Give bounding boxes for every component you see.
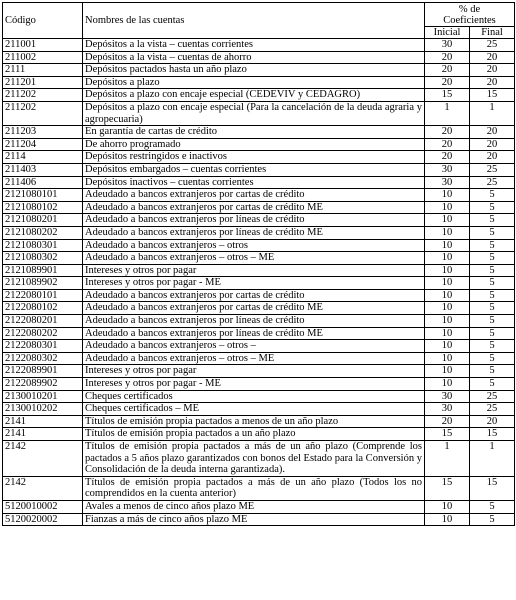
account-name: Adeudado a bancos extranjeros por cartas de crédito ME	[83, 201, 425, 214]
account-code: 2122089901	[3, 365, 83, 378]
account-code: 2121080102	[3, 201, 83, 214]
coefficient-initial: 30	[425, 403, 470, 416]
coefficient-final: 25	[470, 163, 515, 176]
coefficient-final: 25	[470, 176, 515, 189]
coefficient-initial: 20	[425, 76, 470, 89]
coefficient-initial: 10	[425, 277, 470, 290]
coefficient-final: 5	[470, 264, 515, 277]
coefficient-final: 20	[470, 76, 515, 89]
account-name: Adeudado a bancos extranjeros por cartas de crédito	[83, 189, 425, 202]
coefficient-initial: 10	[425, 239, 470, 252]
coefficient-final: 5	[470, 302, 515, 315]
coefficient-final: 15	[470, 428, 515, 441]
coefficient-final: 1	[470, 101, 515, 125]
account-code: 2111	[3, 64, 83, 77]
coefficient-final: 20	[470, 51, 515, 64]
header-code: Código	[3, 3, 83, 39]
table-row	[3, 214, 515, 227]
table-row	[3, 476, 515, 500]
account-code: 2142	[3, 441, 83, 477]
coefficient-final: 15	[470, 89, 515, 102]
coefficient-initial: 20	[425, 64, 470, 77]
coefficient-initial: 10	[425, 264, 470, 277]
account-code: 2121080202	[3, 226, 83, 239]
account-code: 2130010201	[3, 390, 83, 403]
coefficient-final: 5	[470, 252, 515, 265]
account-name: Intereses y otros por pagar - ME	[83, 378, 425, 391]
table-body	[3, 39, 515, 526]
account-code: 2142	[3, 476, 83, 500]
account-name: Depósitos a plazo con encaje especial (Para la cancelación de la deuda agraria y agropecuaria)	[83, 101, 425, 125]
coefficient-final: 5	[470, 214, 515, 227]
table-row	[3, 327, 515, 340]
coefficient-final: 20	[470, 151, 515, 164]
account-code: 2121080301	[3, 239, 83, 252]
account-code: 2121080302	[3, 252, 83, 265]
table-row	[3, 340, 515, 353]
account-code: 5120020002	[3, 513, 83, 526]
coefficient-final: 5	[470, 378, 515, 391]
account-name: Depósitos inactivos – cuentas corrientes	[83, 176, 425, 189]
coefficient-initial: 15	[425, 476, 470, 500]
coefficient-final: 5	[470, 226, 515, 239]
coefficient-final: 15	[470, 476, 515, 500]
coefficient-initial: 10	[425, 315, 470, 328]
account-name: Depósitos pactados hasta un año plazo	[83, 64, 425, 77]
account-code: 2121080201	[3, 214, 83, 227]
table-row	[3, 500, 515, 513]
table-row	[3, 378, 515, 391]
coefficient-initial: 30	[425, 390, 470, 403]
account-name: Depósitos restringidos e inactivos	[83, 151, 425, 164]
header-initial: Inicial	[425, 27, 470, 39]
account-code: 2121089902	[3, 277, 83, 290]
account-name: Adeudado a bancos extranjeros – otros – ME	[83, 352, 425, 365]
coefficient-initial: 10	[425, 189, 470, 202]
table-row	[3, 151, 515, 164]
coefficient-initial: 20	[425, 415, 470, 428]
coefficient-final: 20	[470, 126, 515, 139]
coefficient-final: 5	[470, 277, 515, 290]
header-final: Final	[470, 27, 515, 39]
account-code: 211202	[3, 89, 83, 102]
account-code: 5120010002	[3, 500, 83, 513]
table-row	[3, 441, 515, 477]
table-row	[3, 415, 515, 428]
account-name: Depósitos a la vista – cuentas de ahorro	[83, 51, 425, 64]
coefficient-final: 20	[470, 415, 515, 428]
coefficient-initial: 10	[425, 327, 470, 340]
account-name: Adeudado a bancos extranjeros – otros – ME	[83, 252, 425, 265]
account-name: Intereses y otros por pagar	[83, 365, 425, 378]
account-name: Adeudado a bancos extranjeros por líneas de crédito ME	[83, 327, 425, 340]
table-row	[3, 289, 515, 302]
table-row	[3, 302, 515, 315]
account-name: Adeudado a bancos extranjeros por líneas de crédito	[83, 315, 425, 328]
account-code: 211403	[3, 163, 83, 176]
table-row	[3, 201, 515, 214]
account-code: 2122080302	[3, 352, 83, 365]
account-name: Adeudado a bancos extranjeros – otros –	[83, 340, 425, 353]
coefficient-final: 5	[470, 201, 515, 214]
table-row	[3, 176, 515, 189]
account-name: Adeudado a bancos extranjeros por líneas de crédito ME	[83, 226, 425, 239]
table-row	[3, 352, 515, 365]
table-row	[3, 39, 515, 52]
account-code: 2130010202	[3, 403, 83, 416]
coefficient-initial: 30	[425, 163, 470, 176]
table-header	[3, 3, 515, 39]
account-code: 211203	[3, 126, 83, 139]
table-row	[3, 365, 515, 378]
table-row	[3, 390, 515, 403]
account-name: Títulos de emisión propia pactados a más de un año plazo (Todos los no comprendidos en la cuenta anterior)	[83, 476, 425, 500]
account-name: Cheques certificados – ME	[83, 403, 425, 416]
account-name: Adeudado a bancos extranjeros por cartas de crédito ME	[83, 302, 425, 315]
account-code: 2141	[3, 428, 83, 441]
coefficient-final: 25	[470, 403, 515, 416]
account-name: Adeudado a bancos extranjeros por cartas de crédito	[83, 289, 425, 302]
table-row	[3, 428, 515, 441]
account-name: Depósitos a la vista – cuentas corrientes	[83, 39, 425, 52]
account-name: Depósitos embargados – cuentas corrientes	[83, 163, 425, 176]
coefficient-initial: 10	[425, 352, 470, 365]
account-code: 211001	[3, 39, 83, 52]
coefficient-final: 5	[470, 189, 515, 202]
coefficient-initial: 15	[425, 428, 470, 441]
header-account-names: Nombres de las cuentas	[83, 3, 425, 39]
account-name: Intereses y otros por pagar	[83, 264, 425, 277]
table-row	[3, 51, 515, 64]
account-code: 211002	[3, 51, 83, 64]
coefficient-final: 1	[470, 441, 515, 477]
document-page	[2, 2, 515, 526]
account-code: 2114	[3, 151, 83, 164]
account-code: 2122089902	[3, 378, 83, 391]
table-row	[3, 64, 515, 77]
coefficient-final: 5	[470, 327, 515, 340]
account-code: 211204	[3, 138, 83, 151]
coefficient-initial: 10	[425, 252, 470, 265]
coefficient-initial: 1	[425, 441, 470, 477]
coefficient-initial: 10	[425, 378, 470, 391]
coefficient-initial: 20	[425, 51, 470, 64]
table-row	[3, 252, 515, 265]
account-name: Títulos de emisión propia pactados a más de un año plazo (Comprende los pactados a 5 años plazo garantizados con bonos del Estado para la Conversión y Consolidación de la deuda interna garantizada).	[83, 441, 425, 477]
account-code: 2122080202	[3, 327, 83, 340]
account-name: Adeudado a bancos extranjeros – otros	[83, 239, 425, 252]
table-row	[3, 403, 515, 416]
coefficient-initial: 10	[425, 340, 470, 353]
table-row	[3, 138, 515, 151]
account-name: De ahorro programado	[83, 138, 425, 151]
coefficient-final: 5	[470, 500, 515, 513]
account-name: Avales a menos de cinco años plazo ME	[83, 500, 425, 513]
table-row	[3, 101, 515, 125]
coefficient-final: 5	[470, 513, 515, 526]
table-row	[3, 89, 515, 102]
table-row	[3, 76, 515, 89]
coefficient-final: 5	[470, 365, 515, 378]
account-name: Depósitos a plazo	[83, 76, 425, 89]
account-code: 2122080101	[3, 289, 83, 302]
coefficient-initial: 10	[425, 201, 470, 214]
account-code: 2121080101	[3, 189, 83, 202]
coefficient-initial: 30	[425, 176, 470, 189]
header-coefficients-line2: Coeficientes	[443, 15, 496, 26]
table-row	[3, 126, 515, 139]
account-code: 211406	[3, 176, 83, 189]
table-row	[3, 189, 515, 202]
coefficient-final: 5	[470, 340, 515, 353]
account-code: 2121089901	[3, 264, 83, 277]
account-name: En garantía de cartas de crédito	[83, 126, 425, 139]
coefficient-initial: 10	[425, 513, 470, 526]
account-name: Depósitos a plazo con encaje especial (CEDEVIV y CEDAGRO)	[83, 89, 425, 102]
coefficient-final: 25	[470, 39, 515, 52]
table-row	[3, 315, 515, 328]
coefficient-final: 20	[470, 64, 515, 77]
table-row	[3, 163, 515, 176]
coefficient-initial: 20	[425, 151, 470, 164]
coefficient-initial: 30	[425, 39, 470, 52]
account-name: Fianzas a más de cinco años plazo ME	[83, 513, 425, 526]
coefficient-final: 25	[470, 390, 515, 403]
table-row	[3, 239, 515, 252]
table-row	[3, 264, 515, 277]
coefficient-final: 20	[470, 138, 515, 151]
account-code: 211201	[3, 76, 83, 89]
coefficient-final: 5	[470, 352, 515, 365]
table-row	[3, 226, 515, 239]
coefficient-final: 5	[470, 239, 515, 252]
coefficients-table	[2, 2, 515, 526]
coefficient-final: 5	[470, 289, 515, 302]
coefficient-final: 5	[470, 315, 515, 328]
account-code: 2122080301	[3, 340, 83, 353]
header-coefficients	[425, 3, 515, 27]
coefficient-initial: 10	[425, 302, 470, 315]
account-name: Adeudado a bancos extranjeros por líneas de crédito	[83, 214, 425, 227]
account-name: Cheques certificados	[83, 390, 425, 403]
account-name: Títulos de emisión propia pactados a menos de un año plazo	[83, 415, 425, 428]
account-code: 2141	[3, 415, 83, 428]
account-code: 2122080102	[3, 302, 83, 315]
table-row	[3, 277, 515, 290]
account-code: 211202	[3, 101, 83, 125]
coefficient-initial: 10	[425, 226, 470, 239]
header-coefficients-line1: % de	[458, 4, 481, 15]
coefficient-initial: 20	[425, 138, 470, 151]
coefficient-initial: 1	[425, 101, 470, 125]
coefficient-initial: 20	[425, 126, 470, 139]
coefficient-initial: 10	[425, 365, 470, 378]
coefficient-initial: 15	[425, 89, 470, 102]
coefficient-initial: 10	[425, 214, 470, 227]
account-name: Títulos de emisión propia pactados a un año plazo	[83, 428, 425, 441]
account-name: Intereses y otros por pagar - ME	[83, 277, 425, 290]
coefficient-initial: 10	[425, 500, 470, 513]
account-code: 2122080201	[3, 315, 83, 328]
coefficient-initial: 10	[425, 289, 470, 302]
table-row	[3, 513, 515, 526]
